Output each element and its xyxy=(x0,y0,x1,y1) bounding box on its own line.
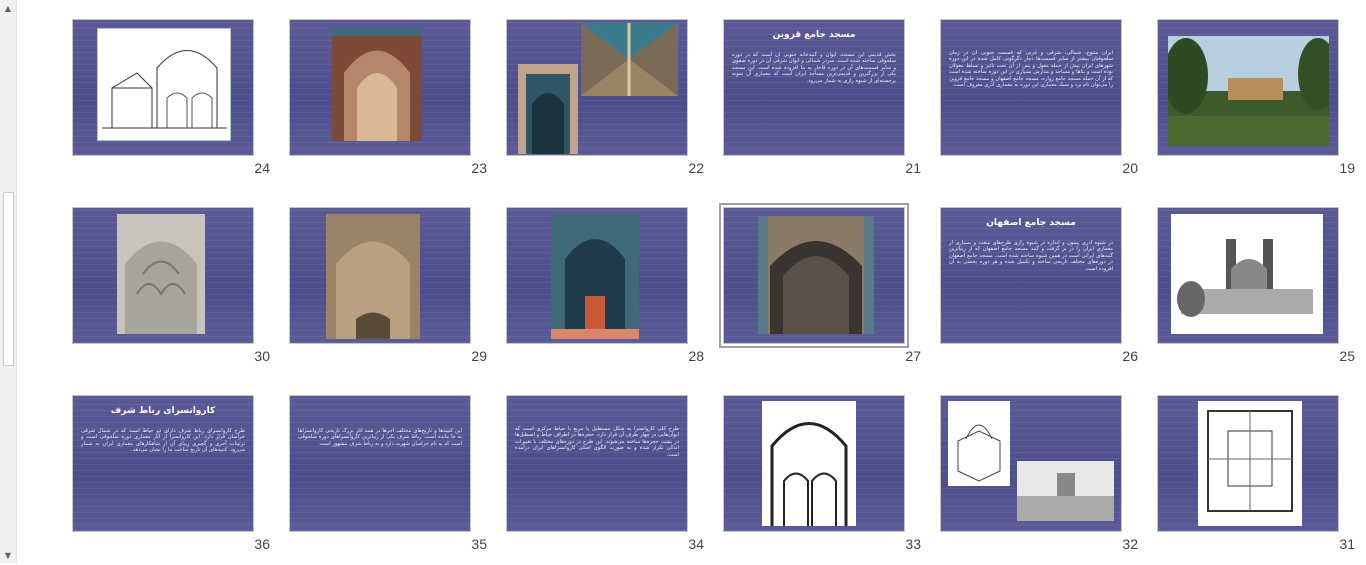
iwan-photo xyxy=(758,216,874,334)
slide-number: 22 xyxy=(688,160,704,176)
slide-body-text: این کتیبه‌ها و تاریخ‌های مختلف آجرها در همه آثار بزرگ تاریخی کاروانسراها به جا مانده است. رباط شرف یکی از زیباترین کاروانسراهای دوره سلجوقی است که به نام خراسان شهرت دارد و به رباط شرف مشهور است. xyxy=(298,428,462,447)
slide-number: 24 xyxy=(254,160,270,176)
vertical-scrollbar[interactable] xyxy=(0,0,17,563)
scrollbar-thumb[interactable] xyxy=(3,192,14,366)
slide-thumbnail-27[interactable] xyxy=(723,207,923,377)
slide-thumbnail-36[interactable] xyxy=(72,395,272,565)
slide-number: 21 xyxy=(905,160,921,176)
slide-number: 35 xyxy=(471,536,487,552)
slide-number: 31 xyxy=(1339,536,1355,552)
slide-thumbnail-20[interactable] xyxy=(940,19,1140,189)
slide-number: 25 xyxy=(1339,348,1355,364)
scroll-down-icon[interactable]: ▼ xyxy=(0,547,16,563)
slide-thumbnail-32[interactable] xyxy=(940,395,1140,565)
slide-28[interactable] xyxy=(506,207,688,344)
muqarnas-photo xyxy=(117,214,205,334)
slide-thumbnail-33[interactable] xyxy=(723,395,923,565)
slide-21[interactable] xyxy=(723,19,905,156)
slide-thumbnail-24[interactable] xyxy=(72,19,272,189)
slide-number: 19 xyxy=(1339,160,1355,176)
slide-24[interactable] xyxy=(72,19,254,156)
slide-23[interactable] xyxy=(289,19,471,156)
slide-thumbnail-25[interactable] xyxy=(1157,207,1357,377)
slide-29[interactable] xyxy=(289,207,471,344)
slide-thumbnail-29[interactable] xyxy=(289,207,489,377)
slide-31[interactable] xyxy=(1157,395,1339,532)
slide-thumbnail-35[interactable] xyxy=(289,395,489,565)
slide-sorter xyxy=(16,0,1366,563)
slide-22[interactable] xyxy=(506,19,688,156)
stucco-mihrab-photo xyxy=(326,214,420,339)
slide-thumbnail-31[interactable] xyxy=(1157,395,1357,565)
axonometric-drawing xyxy=(948,401,1010,486)
slide-number: 28 xyxy=(688,348,704,364)
slide-26[interactable] xyxy=(940,207,1122,344)
slide-33[interactable] xyxy=(723,395,905,532)
slide-25[interactable] xyxy=(1157,207,1339,344)
slide-thumbnail-22[interactable] xyxy=(506,19,706,189)
slide-number: 30 xyxy=(254,348,270,364)
slide-number: 33 xyxy=(905,536,921,552)
scroll-up-icon[interactable]: ▲ xyxy=(0,0,16,16)
slide-36[interactable] xyxy=(72,395,254,532)
slide-number: 26 xyxy=(1122,348,1138,364)
landscape-photo xyxy=(1168,36,1329,146)
portal-tile-photo xyxy=(551,214,639,339)
slide-32[interactable] xyxy=(940,395,1122,532)
slide-number: 36 xyxy=(254,536,270,552)
courtyard-sketch xyxy=(1017,461,1114,521)
slide-thumbnail-26[interactable] xyxy=(940,207,1140,377)
mihrab-photo xyxy=(332,28,422,141)
slide-thumbnail-23[interactable] xyxy=(289,19,489,189)
plan-drawing xyxy=(1198,401,1302,526)
slide-number: 32 xyxy=(1122,536,1138,552)
slide-34[interactable] xyxy=(506,395,688,532)
slide-body-text: طرح کلی کاروانسرا به شکل مستطیل یا مربع با حیاط مرکزی است که ایوان‌هایی در چهار طرف آن قرار دارد. حجره‌ها در اطراف حیاط و اصطبل‌ها در پشت حجره‌ها ساخته می‌شوند. این طرح در دوره‌های مختلف با تغییرات اندکی تکرار شده و به صورت الگوی اصلی کاروانسراهای ایران درآمده است. xyxy=(515,426,679,458)
slide-number: 20 xyxy=(1122,160,1138,176)
slide-thumbnail-28[interactable] xyxy=(506,207,706,377)
slide-number: 34 xyxy=(688,536,704,552)
slide-title: مسجد جامع قزوین xyxy=(772,30,856,40)
slide-body-text: ایران متنوع، شمالی، شرقی و غربی که قسمت جنوبی آن در زمان سلجوقیان بیشتر از سایر قسمت‌ها دچار دگرگونی کامل شده در این دوره شهرهای ایران پیش از حمله مغول و پس از آن تحت تاثیر و تسلط مغولان بوده است و بناها و مساجد و مدارس بسیاری در این دوره ساخته شده است که از آن جمله مسجد جامع زواره، مسجد جامع اصفهان و مسجد جامع قزوین را می‌توان نام برد و سبک معماری این دوره به معماری آذری معروف است. xyxy=(949,50,1113,89)
slide-body-text: بخش قدیمی این مسجد، ایوان و گنبدخانه جنوبی آن است که در دوره سلجوقی ساخته شده است. سردر شمالی و ایوان شرقی آن در دوره صفوی و سایر قسمت‌های آن در دوره قاجار به بنا افزوده شده است. این مسجد یکی از بزرگترین و قدیمی‌ترین مساجد ایران است که معماری آن نمونه برجسته‌ای از شیوه رازی به شمار می‌رود. xyxy=(732,52,896,84)
slide-19[interactable] xyxy=(1157,19,1339,156)
slide-number: 29 xyxy=(471,348,487,364)
section-drawing xyxy=(97,28,231,141)
tile-dome-photo xyxy=(581,23,678,96)
slide-title: کاروانسرای رباط شرف xyxy=(110,406,216,416)
slide-number: 27 xyxy=(905,348,921,364)
slide-35[interactable] xyxy=(289,395,471,532)
slide-20[interactable] xyxy=(940,19,1122,156)
mosque-sketch xyxy=(1171,214,1323,334)
slide-30[interactable] xyxy=(72,207,254,344)
slide-body-text: در شیوه آذری پیمون و اندازه در شیوه رازی طرح‌های متعدد و بسیاری از معماری ایران را در بر گرفت و گنبد مسجد جامع اصفهان که از زیباترین گنبدهای ایرانی است در همین شیوه ساخته شده است. مسجد جامع اصفهان در دوره‌های مختلف تاریخی ساخته و تکمیل شده و هر دوره بخشی به آن افزوده است. xyxy=(949,240,1113,272)
portal-photo xyxy=(518,64,578,154)
dome-section-drawing xyxy=(762,401,856,526)
slide-body-text: طرح کاروانسرای رباط شرف دارای دو حیاط است که در شمال شرقی خراسان قرار دارد. این کاروانسرا از آثار معماری دوره سلجوقی است و تزئینات آجری و گچبری زیبای آن از شاهکارهای معماری ایران به شمار می‌رود. کتیبه‌های آن تاریخ ساخت بنا را نشان می‌دهد. xyxy=(81,428,245,454)
slide-thumbnail-21[interactable] xyxy=(723,19,923,189)
slide-thumbnail-19[interactable] xyxy=(1157,19,1357,189)
slide-thumbnail-30[interactable] xyxy=(72,207,272,377)
slide-number: 23 xyxy=(471,160,487,176)
slide-27[interactable] xyxy=(723,207,905,344)
slide-title: مسجد جامع اصفهان xyxy=(986,218,1076,228)
slide-thumbnail-34[interactable] xyxy=(506,395,706,565)
